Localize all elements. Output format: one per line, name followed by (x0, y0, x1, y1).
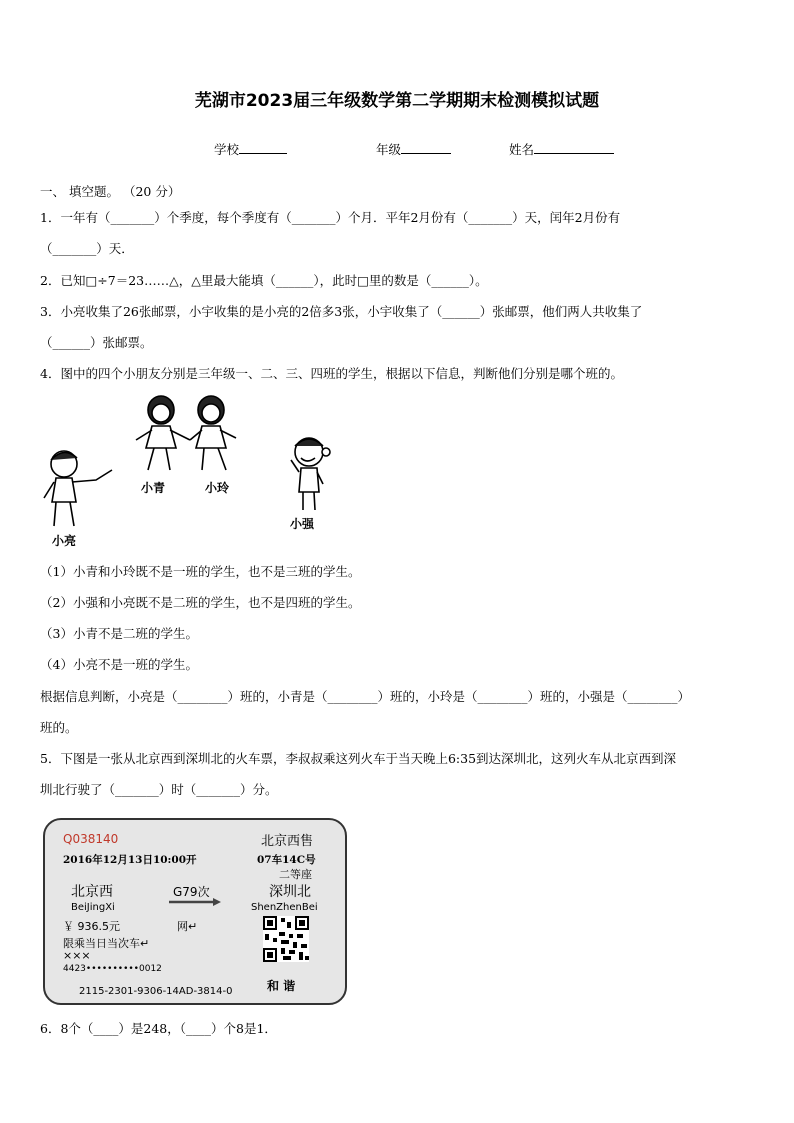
grade-blank[interactable] (401, 141, 451, 154)
ticket-to-pinyin: ShenZhenBei (251, 902, 318, 913)
ticket-datetime: 2016年12月13日10:00开 (63, 854, 197, 866)
question-1-line-1: 1．一年有（_______）个季度，每个季度有（_______）个月．平年2月份有（_______）天，闰年2月份有 (40, 210, 621, 225)
boy-xiaoliang-illustration (40, 446, 120, 530)
question-5-line-2: 圳北行驶了（_______）时（_______）分。 (40, 782, 278, 797)
section-heading: 一、 填空题。 （20 分） (40, 184, 181, 199)
question-3-line-2: （______）张邮票。 (40, 335, 153, 350)
boy-xiaoqiang-illustration (283, 432, 343, 514)
label-xiaoqing: 小青 (141, 481, 166, 495)
page-title: 芜湖市2023届三年级数学第二学期期末检测模拟试题 (194, 91, 600, 111)
ticket-from-pinyin: BeiJingXi (71, 902, 115, 913)
ticket-id: 4423••••••••••0012 (63, 964, 162, 974)
ticket-from-station: 北京西 (71, 884, 113, 900)
question-6: 6．8个（____）是248，（____）个8是1． (40, 1021, 277, 1036)
ticket-class: 二等座 (279, 868, 312, 881)
ticket-wang: 网↵ (177, 920, 198, 933)
ticket-seller: 北京西售 (261, 834, 314, 849)
school-label: 学校 (214, 142, 240, 157)
ticket-price: ￥ 936.5元 (63, 920, 120, 933)
label-xiaoling: 小玲 (205, 481, 230, 495)
ticket-train-number: G79次 (173, 885, 210, 899)
question-3-line-1: 3．小亮收集了26张邮票，小宇收集的是小亮的2倍多3张，小宇收集了（______）张邮票，他们两人共收集了 (40, 304, 643, 319)
label-xiaoqiang: 小强 (290, 517, 315, 531)
question-4-answer-line-2: 班的。 (40, 720, 78, 735)
girls-holding-hands-illustration (128, 392, 250, 474)
question-4-answer-line-1: 根据信息判断，小亮是（________）班的，小青是（________）班的，小玲是（________）班的，小强是（________） (40, 689, 691, 704)
clue-4: （4）小亮不是一班的学生。 (40, 657, 198, 672)
ticket-to-station: 深圳北 (269, 884, 311, 900)
ticket-code: 2115-2301-9306-14AD-3814-0 (79, 986, 233, 997)
clue-3: （3）小青不是二班的学生。 (40, 626, 198, 641)
school-blank[interactable] (239, 141, 287, 154)
grade-field[interactable] (376, 140, 451, 158)
name-label: 姓名 (509, 142, 535, 157)
arrow-right-icon (169, 898, 221, 906)
label-xiaoliang: 小亮 (52, 534, 77, 548)
train-ticket (43, 818, 347, 1005)
name-field[interactable] (509, 140, 614, 158)
question-5-line-1: 5．下图是一张从北京西到深圳北的火车票，李叔叔乘这列火车于当天晚上6:35到达深圳北，这列火车从北京西到深 (40, 751, 677, 766)
ticket-name-mask: ××× (63, 949, 91, 962)
clue-2: （2）小强和小亮既不是二班的学生，也不是四班的学生。 (40, 595, 361, 610)
question-2: 2．已知□÷7＝23……△，△里最大能填（______），此时□里的数是（______）。 (40, 273, 488, 288)
question-1-line-2: （_______）天． (40, 241, 134, 256)
qr-code-icon (263, 916, 309, 962)
ticket-seat: 07车14C号 (257, 854, 316, 866)
clue-1: （1）小青和小玲既不是一班的学生，也不是三班的学生。 (40, 564, 361, 579)
ticket-hexie: 和 谐 (267, 979, 296, 993)
name-blank[interactable] (534, 141, 614, 154)
school-field[interactable] (214, 140, 287, 158)
question-4: 4．图中的四个小朋友分别是三年级一、二、三、四班的学生，根据以下信息，判断他们分别是哪个班的。 (40, 366, 623, 381)
grade-label: 年级 (376, 142, 402, 157)
ticket-limit: 限乘当日当次车↵ (63, 937, 150, 950)
ticket-serial: Q038140 (63, 832, 119, 846)
